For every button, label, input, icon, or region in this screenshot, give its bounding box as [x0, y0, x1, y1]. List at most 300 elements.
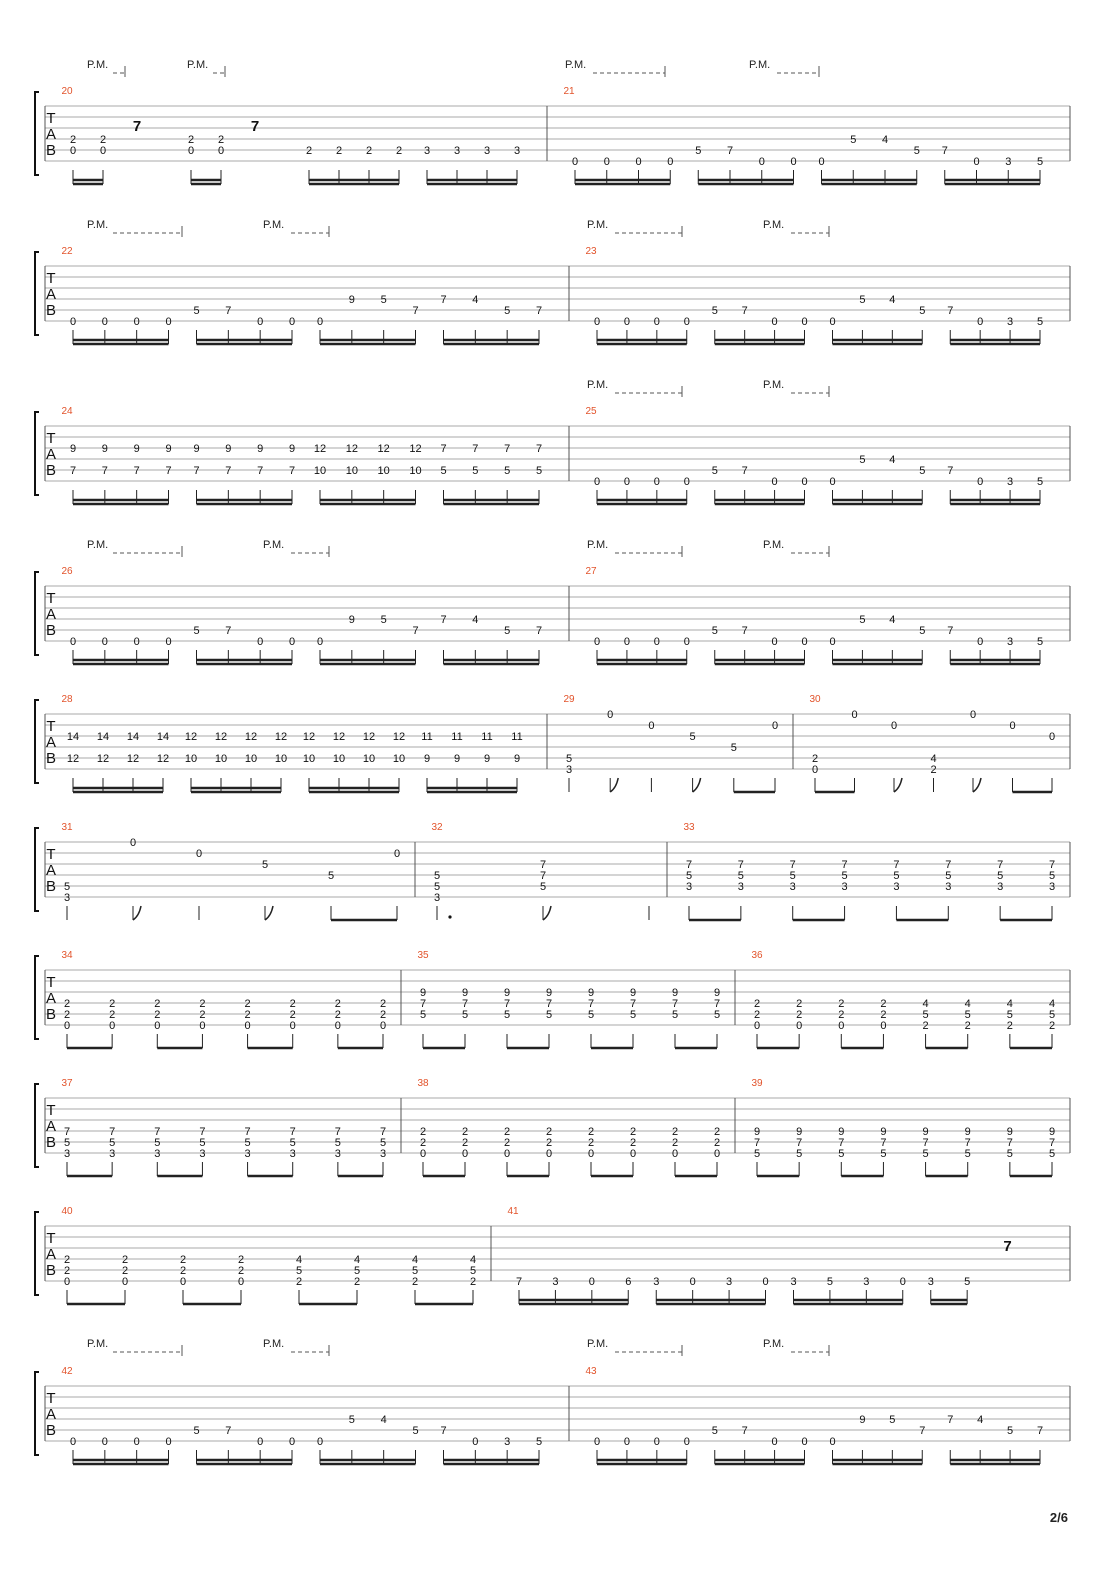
fret-number: 0 [683, 636, 690, 648]
fret-number: 5 [711, 1425, 718, 1437]
fret-number: 0 [818, 156, 825, 168]
fret-number: 12 [66, 753, 80, 765]
fret-number: 9 [225, 443, 232, 455]
fret-number: 7 [1048, 1137, 1056, 1149]
fret-number: 4 [472, 294, 479, 306]
fret-number: 3 [552, 1276, 559, 1288]
fret-number: 9 [838, 1126, 845, 1138]
fret-number: 2 [880, 998, 887, 1010]
fret-number: 9 [348, 614, 355, 626]
fret-number: 2 [109, 1009, 116, 1021]
palm-mute-label: P.M. [263, 1338, 285, 1350]
fret-number: 0 [838, 1020, 845, 1032]
fret-number: 2 [63, 1254, 71, 1266]
fret-number: 5 [893, 870, 900, 882]
fret-number: 2 [289, 998, 296, 1010]
fret-number: 9 [483, 753, 491, 765]
fret-number: 7 [109, 1126, 116, 1138]
fret-number: 0 [629, 1148, 637, 1160]
fret-number: 3 [289, 1148, 296, 1160]
fret-number: 0 [109, 1020, 116, 1032]
fret-number: 0 [829, 636, 836, 648]
fret-number: 2 [545, 1137, 553, 1149]
palm-mute-label: P.M. [587, 1338, 609, 1350]
fret-number: 7 [472, 443, 479, 455]
fret-number: 2 [838, 1009, 845, 1021]
fret-number: 5 [945, 870, 952, 882]
measure-number: 21 [563, 86, 575, 97]
fret-number: 5 [199, 1137, 206, 1149]
fret-number: 12 [156, 753, 170, 765]
fret-number: 7 [515, 1276, 523, 1288]
fret-number: 0 [801, 316, 808, 328]
system-bracket [35, 1084, 39, 1167]
fret-number: 4 [977, 1414, 984, 1426]
fret-number: 4 [889, 614, 896, 626]
note-flag [133, 906, 141, 920]
note-flag [894, 778, 902, 792]
fret-number: 0 [187, 145, 195, 157]
palm-mute-label: P.M. [87, 1338, 109, 1350]
fret-number: 9 [1006, 1126, 1013, 1138]
fret-number: 4 [469, 1254, 477, 1266]
fret-number: 10 [345, 465, 358, 477]
fret-number: 3 [1007, 476, 1014, 488]
fret-number: 0 [257, 316, 264, 328]
system-bracket [35, 92, 39, 175]
palm-mute-label: P.M. [87, 219, 109, 231]
fret-number: 7 [922, 1137, 929, 1149]
fret-number: 3 [1005, 156, 1012, 168]
fret-number: 5 [689, 731, 696, 743]
measure-number: 32 [431, 822, 443, 833]
fret-number: 2 [587, 1137, 595, 1149]
fret-number: 3 [109, 1148, 116, 1160]
fret-number: 5 [1006, 1009, 1013, 1021]
fret-number: 2 [838, 998, 845, 1010]
tab-clef-letter: T [46, 718, 56, 735]
fret-number: 0 [635, 156, 642, 168]
fret-number: 0 [133, 636, 140, 648]
fret-number: 7 [919, 1425, 926, 1437]
fret-number: 0 [713, 1148, 721, 1160]
fret-number: 12 [96, 753, 110, 765]
fret-number: 11 [421, 731, 433, 743]
fret-number: 5 [850, 134, 857, 146]
fret-number: 0 [165, 636, 172, 648]
fret-number: 5 [193, 1425, 200, 1437]
fret-number: 12 [184, 731, 198, 743]
fret-number: 7 [737, 859, 744, 871]
fret-number: 5 [545, 1009, 553, 1021]
fret-number: 0 [121, 1276, 129, 1288]
fret-number: 10 [214, 753, 228, 765]
fret-number: 2 [63, 1009, 71, 1021]
fret-number: 9 [453, 753, 461, 765]
fret-number: 2 [154, 1009, 161, 1021]
fret-number: 14 [66, 731, 80, 743]
fret-number: 9 [419, 987, 427, 999]
fret-number: 9 [859, 1414, 866, 1426]
fret-number: 3 [1007, 636, 1014, 648]
tab-clef-letter: A [45, 286, 57, 303]
tab-clef-letter: T [46, 846, 56, 863]
fret-number: 5 [841, 870, 848, 882]
palm-mute-label: P.M. [263, 219, 285, 231]
fret-number: 3 [685, 881, 693, 893]
fret-number: 0 [69, 316, 77, 328]
fret-number: 7 [1006, 1137, 1013, 1149]
fret-number: 0 [165, 316, 172, 328]
fret-number: 0 [503, 1148, 511, 1160]
fret-number: 7 [539, 870, 547, 882]
fret-number: 5 [889, 1414, 896, 1426]
fret-number: 2 [469, 1276, 477, 1288]
fret-number: 2 [217, 134, 225, 146]
measure-number: 27 [585, 566, 597, 577]
eighth-rest: 7 [250, 118, 260, 135]
tab-clef-letter: A [45, 1406, 57, 1423]
system-bracket [35, 1372, 39, 1455]
fret-number: 0 [623, 636, 630, 648]
fret-number: 9 [545, 987, 553, 999]
fret-number: 7 [741, 465, 748, 477]
fret-number: 7 [461, 998, 469, 1010]
fret-number: 7 [841, 859, 848, 871]
note-flag [610, 778, 618, 792]
fret-number: 2 [187, 134, 195, 146]
fret-number: 7 [440, 443, 447, 455]
fret-number: 7 [535, 305, 543, 317]
fret-number: 0 [653, 316, 660, 328]
fret-number: 0 [154, 1020, 161, 1032]
fret-number: 2 [289, 1009, 296, 1021]
fret-number: 5 [713, 1009, 721, 1021]
fret-number: 2 [419, 1126, 427, 1138]
tab-clef-letter: B [45, 878, 57, 895]
fret-number: 2 [587, 1126, 595, 1138]
fret-number: 0 [623, 476, 630, 488]
fret-number: 2 [1048, 1020, 1056, 1032]
eighth-rest: 7 [132, 118, 142, 135]
fret-number: 0 [593, 316, 601, 328]
fret-number: 9 [880, 1126, 887, 1138]
fret-number: 3 [483, 145, 491, 157]
fret-number: 0 [977, 476, 984, 488]
fret-number: 5 [880, 1148, 887, 1160]
fret-number: 5 [711, 305, 718, 317]
fret-number: 12 [392, 731, 406, 743]
fret-number: 9 [69, 443, 77, 455]
tab-clef-letter: A [45, 1118, 57, 1135]
fret-number: 9 [753, 1126, 761, 1138]
fret-number: 0 [671, 1148, 679, 1160]
fret-number: 9 [288, 443, 296, 455]
fret-number: 5 [380, 614, 387, 626]
fret-number: 0 [379, 1020, 387, 1032]
fret-number: 7 [964, 1137, 971, 1149]
fret-number: 3 [789, 881, 796, 893]
fret-number: 7 [225, 1425, 232, 1437]
fret-number: 9 [503, 987, 511, 999]
tab-clef-letter: T [46, 430, 56, 447]
fret-number: 4 [295, 1254, 303, 1266]
fret-number: 5 [472, 465, 479, 477]
fret-number: 14 [126, 731, 140, 743]
fret-number: 7 [101, 465, 108, 477]
tab-clef-letter: A [45, 606, 57, 623]
fret-number: 0 [762, 1276, 769, 1288]
palm-mute-label: P.M. [749, 59, 771, 71]
fret-number: 9 [193, 443, 200, 455]
fret-number: 5 [109, 1137, 116, 1149]
fret-number: 5 [964, 1148, 971, 1160]
fret-number: 0 [165, 1436, 172, 1448]
fret-number: 2 [545, 1126, 553, 1138]
measure-number: 22 [61, 246, 73, 257]
fret-number: 5 [565, 753, 573, 765]
tab-clef-letter: B [45, 1006, 57, 1023]
fret-number: 7 [947, 625, 954, 637]
fret-number: 0 [689, 1276, 696, 1288]
tab-clef-letter: T [46, 1102, 56, 1119]
tab-clef-letter: B [45, 462, 57, 479]
fret-number: 0 [101, 316, 108, 328]
fret-number: 10 [313, 465, 327, 477]
fret-number: 0 [393, 848, 401, 860]
fret-number: 0 [829, 316, 836, 328]
fret-number: 0 [758, 156, 765, 168]
fret-number: 0 [288, 1436, 296, 1448]
measure-number: 31 [61, 822, 73, 833]
measure-number: 24 [61, 406, 73, 417]
fret-number: 7 [685, 859, 693, 871]
fret-number: 2 [121, 1254, 129, 1266]
fret-number: 9 [133, 443, 140, 455]
fret-number: 5 [997, 870, 1004, 882]
fret-number: 5 [193, 305, 200, 317]
fret-number: 2 [379, 1009, 387, 1021]
fret-number: 2 [121, 1265, 129, 1277]
fret-number: 7 [796, 1137, 803, 1149]
tab-clef-letter: A [45, 126, 57, 143]
fret-number: 0 [195, 848, 203, 860]
fret-number: 2 [964, 1020, 971, 1032]
fret-number: 3 [945, 881, 952, 893]
measure-number: 20 [61, 86, 73, 97]
fret-number: 7 [225, 625, 232, 637]
palm-mute-label: P.M. [565, 59, 587, 71]
fret-number: 0 [790, 156, 797, 168]
fret-number: 2 [179, 1265, 187, 1277]
fret-number: 7 [947, 1414, 954, 1426]
fret-number: 2 [379, 998, 387, 1010]
fret-number: 0 [545, 1148, 553, 1160]
fret-number: 12 [313, 443, 327, 455]
fret-number: 2 [1006, 1020, 1013, 1032]
fret-number: 7 [741, 1425, 748, 1437]
fret-number: 0 [683, 1436, 690, 1448]
fret-number: 2 [796, 998, 803, 1010]
fret-number: 3 [513, 145, 521, 157]
palm-mute-label: P.M. [87, 539, 109, 551]
fret-number: 3 [841, 881, 848, 893]
fret-number: 2 [295, 1276, 303, 1288]
fret-number: 5 [379, 1137, 387, 1149]
palm-mute-label: P.M. [763, 379, 785, 391]
fret-number: 4 [889, 454, 896, 466]
fret-number: 0 [1048, 731, 1056, 743]
tab-clef-letter: B [45, 622, 57, 639]
fret-number: 3 [504, 1436, 511, 1448]
fret-number: 7 [947, 465, 954, 477]
fret-number: 10 [377, 465, 390, 477]
fret-number: 7 [535, 443, 543, 455]
fret-number: 4 [411, 1254, 419, 1266]
fret-number: 9 [922, 1126, 929, 1138]
measure-number: 34 [61, 950, 73, 961]
fret-number: 2 [244, 1009, 251, 1021]
fret-number: 7 [504, 443, 511, 455]
fret-number: 0 [199, 1020, 206, 1032]
measure-number: 29 [563, 694, 575, 705]
fret-number: 0 [334, 1020, 341, 1032]
fret-number: 2 [461, 1126, 469, 1138]
fret-number: 2 [99, 134, 107, 146]
fret-number: 5 [1048, 870, 1056, 882]
fret-number: 5 [411, 1265, 419, 1277]
fret-number: 5 [348, 1414, 355, 1426]
fret-number: 12 [332, 731, 346, 743]
fret-number: 9 [796, 1126, 803, 1138]
fret-number: 0 [101, 636, 108, 648]
measure-number: 38 [417, 1078, 429, 1089]
fret-number: 5 [539, 881, 547, 893]
fret-number: 7 [997, 859, 1004, 871]
fret-number: 0 [648, 720, 655, 732]
measure-number: 36 [751, 950, 763, 961]
fret-number: 0 [653, 1436, 660, 1448]
fret-number: 0 [588, 1276, 595, 1288]
fret-number: 7 [713, 998, 721, 1010]
fret-number: 4 [922, 998, 929, 1010]
fret-number: 0 [99, 145, 107, 157]
fret-number: 0 [257, 636, 264, 648]
tab-clef-letter: T [46, 1390, 56, 1407]
fret-number: 2 [154, 998, 161, 1010]
fret-number: 2 [199, 1009, 206, 1021]
fret-number: 0 [801, 636, 808, 648]
dot [448, 915, 451, 918]
fret-number: 5 [1036, 476, 1044, 488]
fret-number: 0 [69, 636, 77, 648]
fret-number: 5 [412, 1425, 419, 1437]
fret-number: 7 [289, 1126, 296, 1138]
fret-number: 7 [69, 465, 77, 477]
fret-number: 0 [593, 476, 601, 488]
fret-number: 3 [63, 892, 71, 904]
fret-number: 7 [941, 145, 948, 157]
fret-number: 7 [535, 625, 543, 637]
fret-number: 2 [629, 1126, 637, 1138]
fret-number: 3 [893, 881, 900, 893]
fret-number: 5 [63, 881, 71, 893]
fret-number: 2 [461, 1137, 469, 1149]
fret-number: 7 [789, 859, 796, 871]
fret-number: 7 [503, 998, 511, 1010]
fret-number: 4 [380, 1414, 387, 1426]
fret-number: 0 [593, 636, 601, 648]
tab-clef-letter: T [46, 590, 56, 607]
fret-number: 0 [623, 1436, 630, 1448]
note-flag [543, 906, 551, 920]
fret-number: 5 [753, 1148, 761, 1160]
fret-number: 10 [409, 465, 422, 477]
note-flag [693, 778, 701, 792]
fret-number: 3 [199, 1148, 206, 1160]
measure-number: 40 [61, 1206, 73, 1217]
fret-number: 0 [753, 1020, 761, 1032]
fret-number: 5 [261, 859, 269, 871]
fret-number: 0 [880, 1020, 887, 1032]
tab-clef-letter: A [45, 446, 57, 463]
measure-number: 23 [585, 246, 597, 257]
fret-number: 2 [503, 1137, 511, 1149]
fret-number: 0 [472, 1436, 479, 1448]
measure-number: 33 [683, 822, 695, 833]
fret-number: 2 [811, 753, 819, 765]
fret-number: 12 [274, 731, 288, 743]
fret-number: 14 [96, 731, 110, 743]
fret-number: 12 [345, 443, 358, 455]
fret-number: 14 [156, 731, 170, 743]
fret-number: 7 [838, 1137, 845, 1149]
fret-number: 7 [587, 998, 595, 1010]
fret-number: 7 [726, 145, 734, 157]
fret-number: 0 [69, 1436, 77, 1448]
fret-number: 10 [332, 753, 346, 765]
fret-number: 4 [1006, 998, 1013, 1010]
fret-number: 2 [335, 145, 343, 157]
fret-number: 0 [571, 156, 579, 168]
fret-number: 7 [671, 998, 679, 1010]
fret-number: 2 [199, 998, 206, 1010]
fret-number: 4 [1048, 998, 1056, 1010]
page-number: 2/6 [1049, 1510, 1068, 1525]
fret-number: 2 [753, 998, 761, 1010]
fret-number: 0 [607, 709, 614, 721]
fret-number: 0 [419, 1148, 427, 1160]
fret-number: 2 [753, 1009, 761, 1021]
fret-number: 0 [667, 156, 674, 168]
tab-clef-letter: A [45, 862, 57, 879]
fret-number: 0 [771, 720, 779, 732]
fret-number: 0 [890, 720, 898, 732]
fret-number: 7 [334, 1126, 341, 1138]
fret-number: 0 [316, 1436, 324, 1448]
fret-number: 2 [63, 1265, 71, 1277]
fret-number: 5 [193, 625, 200, 637]
palm-mute-label: P.M. [763, 539, 785, 551]
fret-number: 0 [69, 145, 77, 157]
fret-number: 10 [184, 753, 198, 765]
fret-number: 2 [629, 1137, 637, 1149]
fret-number: 7 [199, 1126, 206, 1138]
fret-number: 0 [63, 1276, 71, 1288]
fret-number: 7 [154, 1126, 161, 1138]
fret-number: 5 [964, 1276, 971, 1288]
fret-number: 5 [737, 870, 744, 882]
